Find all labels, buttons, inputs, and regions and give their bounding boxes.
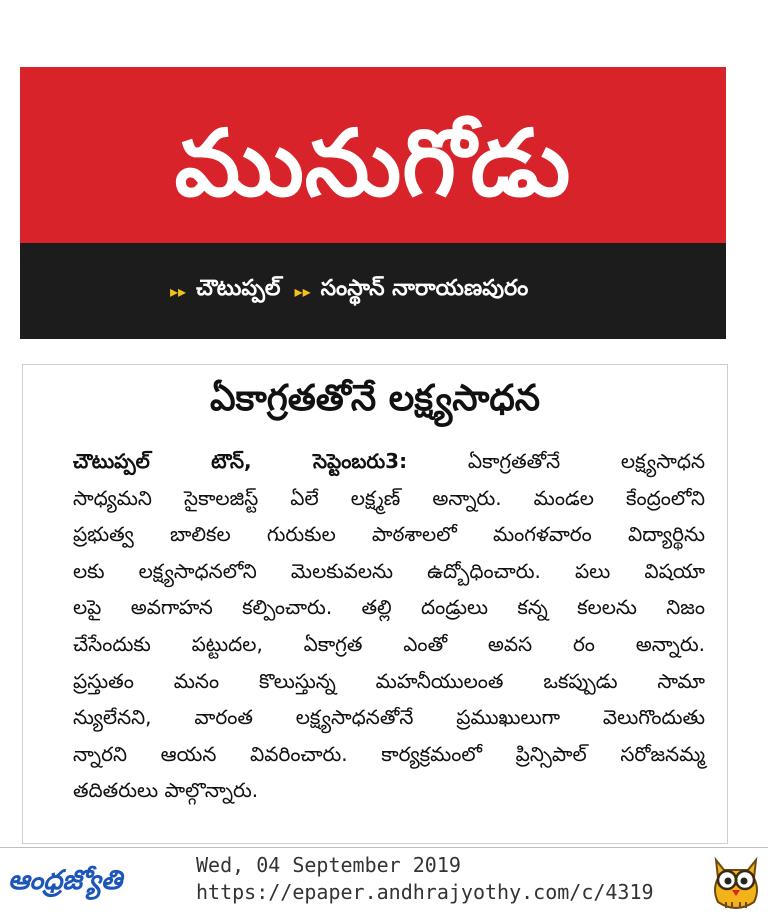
owl-icon [708, 850, 764, 912]
article-line: ప్రస్తుతం మనం కొలుస్తున్న మహనీయులంత ఒకప్పుడు సామా [73, 668, 705, 693]
article-line: లపై అవగాహన కల్పించారు. తల్లి దండ్రులు కన్న కలలను నిజం [73, 595, 705, 620]
article-line [73, 443, 705, 480]
article-headline: ఏకాగ్రతతోనే లక్ష్యసాధన [209, 378, 541, 419]
article-line: తదితరులు పాల్గొన్నారు. [73, 778, 259, 803]
article-line: చేసేందుకు పట్టుదల, ఏకాగ్రత ఎంతో అవస రం అన్నారు. [73, 631, 705, 656]
masthead-places-strip [20, 243, 726, 339]
article-line: న్యులేనని, వారంత లక్ష్యసాధనతోనే ప్రముఖులుగా వెలుగొందుతు [73, 705, 705, 730]
article-line: సాధ్యమని సైకాలజిస్ట్ ఏలే లక్ష్మణ్ అన్నారు. మండల కేంద్రంలోని [73, 485, 705, 510]
article-line: న్నారని ఆయన వివరించారు. కార్యక్రమంలో ప్రిన్సిపాల్ సరోజనమ్మ [73, 741, 705, 766]
edition-date: Wed, 04 September 2019 [196, 853, 461, 877]
article-line-text: ఏకాగ్రతతోనే లక్ష్యసాధన [467, 449, 706, 473]
article-body [73, 443, 705, 809]
place-label: చౌటుప్పల్ [196, 276, 281, 301]
article-url-link[interactable]: https://epaper.andhrajyothy.com/c/4319 [196, 880, 654, 904]
place-label: సంస్థాన్ నారాయణపురం [320, 276, 529, 301]
news-article [22, 364, 728, 844]
places-row [170, 271, 542, 311]
edition-meta [196, 852, 654, 906]
article-line: ప్రభుత్వ బాలికల గురుకుల పాఠశాలలో మంగళవారం విద్యార్థిను [73, 522, 705, 547]
double-chevron-right-icon: ▸▸ [294, 281, 311, 301]
masthead-title: మునుగోడు [174, 110, 572, 217]
masthead-banner [20, 67, 726, 339]
article-line: లకు లక్ష్యసాధనలోని మెలకువలను ఉద్బోధించారు. పలు విషయా [73, 558, 705, 583]
article-dateline: చౌటుప్పల్ టౌన్, సెప్టెంబరు3: [73, 449, 408, 473]
publisher-logo[interactable]: ఆంధ్రజ్యోతి [8, 865, 123, 896]
double-chevron-right-icon: ▸▸ [170, 281, 187, 301]
epaper-footer [0, 847, 768, 916]
